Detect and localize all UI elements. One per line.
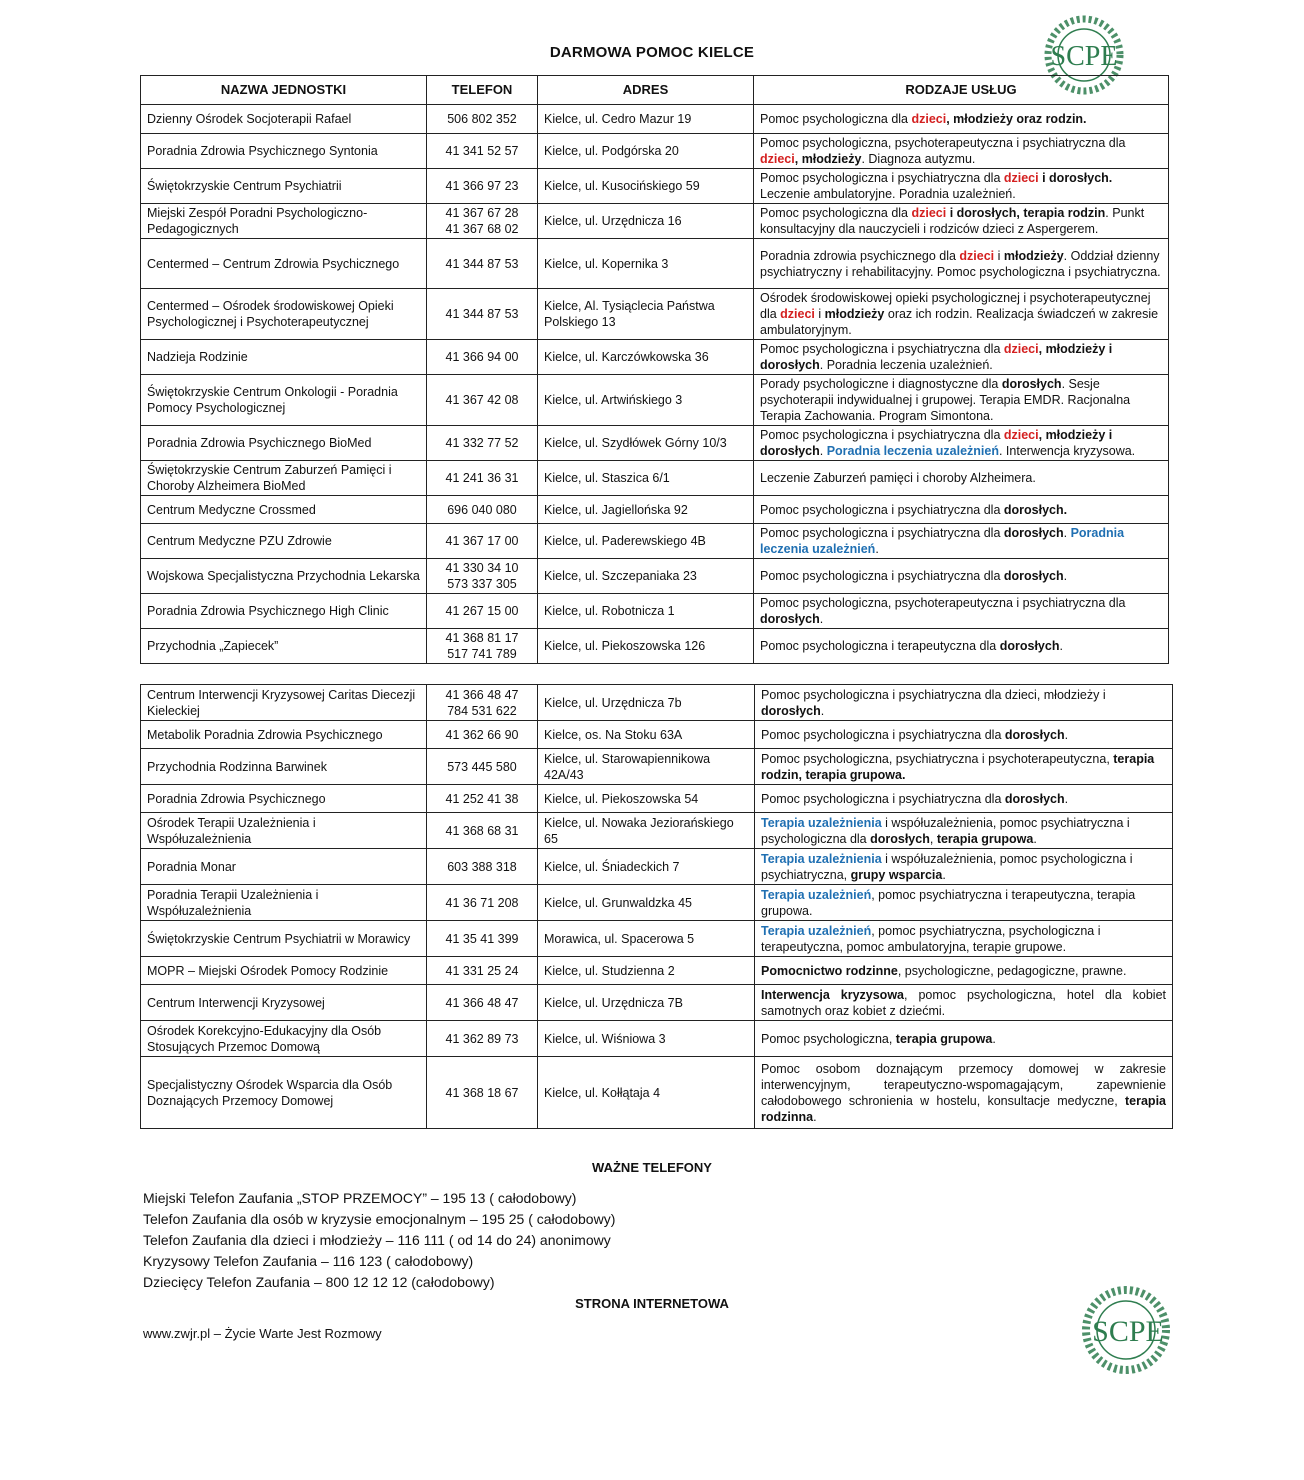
phone-cell <box>427 559 538 594</box>
services-text: Pomoc psychologiczna i psychiatryczna dla <box>760 171 1004 185</box>
services-text: Ośrodek środowiskowej opieki psychologicznej i psychoterapeutycznej dla <box>760 291 1151 321</box>
services-text: . Diagnoza autyzmu. <box>861 152 976 166</box>
unit-name: Nadzieja Rodzinie <box>141 340 427 375</box>
services-text: Pomoc psychologiczna i psychiatryczna dla <box>761 791 1005 806</box>
unit-name: Centermed – Ośrodek środowiskowej Opieki Psychologicznej i Psychoterapeutycznej <box>141 289 427 340</box>
phone-cell <box>427 496 538 524</box>
unit-name: Centrum Interwencji Kryzysowej Caritas Diecezji Kieleckiej <box>141 685 427 721</box>
phone-cell <box>427 169 538 204</box>
address-cell: Kielce, ul. Grunwaldzka 45 <box>538 885 755 921</box>
phone-number[interactable]: 41 36 71 208 <box>445 895 519 910</box>
address-cell: Kielce, ul. Kusocińskiego 59 <box>538 169 754 204</box>
address-cell: Kielce, ul. Nowaka Jeziorańskiego 65 <box>538 813 755 849</box>
phone-number[interactable]: 41 267 15 00 <box>445 604 519 618</box>
table-row <box>141 340 1169 375</box>
services-text: Poradnia leczenia uzależnień <box>760 526 1125 556</box>
phone-line: Kryzysowy Telefon Zaufania – 116 123 ( całodobowy) <box>143 1253 474 1269</box>
services-cell <box>755 1057 1173 1129</box>
phone-cell <box>427 921 538 957</box>
services-text: Pomoc psychologiczna dla <box>760 206 912 220</box>
services-text: , pomoc psychiatryczna, psychologiczna i terapeutyczna, pomoc ambulatoryjna, terapie grupowe. <box>761 923 1101 954</box>
services-text: Pomoc osobom doznającym przemocy domowej w zakresie interwencyjnym, terapeutyczno-wspomagającym, zapewnienie całodobowego schronienia w hostelu, konsultacje medyczne, <box>761 1061 1166 1108</box>
phone-cell <box>427 594 538 629</box>
table-row <box>141 169 1169 204</box>
phone-cell <box>427 629 538 664</box>
table-row <box>141 524 1169 559</box>
header-phone: TELEFON <box>427 76 538 105</box>
services-text: i współuzależnienia, pomoc psychiatryczna i psychologiczna dla <box>761 815 1130 846</box>
unit-name: Świętokrzyskie Centrum Zaburzeń Pamięci i Choroby Alzheimera BioMed <box>141 461 427 496</box>
services-text: Pomoc psychologiczna, <box>761 1031 896 1046</box>
logo-text: SCPE <box>1050 41 1118 72</box>
table-row <box>141 594 1169 629</box>
services-cell <box>754 375 1169 426</box>
services-cell <box>754 239 1169 289</box>
services-text: dzieci <box>911 112 947 126</box>
scpe-logo-bottom <box>1068 1280 1190 1380</box>
phone-cell <box>427 849 538 885</box>
unit-name: Przychodnia Rodzinna Barwinek <box>141 749 427 785</box>
services-text: . <box>1064 791 1069 806</box>
unit-name: Centrum Interwencji Kryzysowej <box>141 985 427 1021</box>
table-row <box>141 785 1173 813</box>
phone-cell <box>427 749 538 785</box>
phone-number[interactable]: 784 531 622 <box>447 703 517 718</box>
services-text: dorosłych <box>870 831 930 846</box>
services-text: dzieci <box>1003 171 1039 185</box>
phone-cell <box>427 105 538 134</box>
address-cell: Kielce, ul. Jagiellońska 92 <box>538 496 754 524</box>
table-row <box>141 134 1169 169</box>
table-row <box>141 426 1169 461</box>
services-text: . <box>875 542 879 556</box>
unit-name: Przychodnia „Zapiecek” <box>141 629 427 664</box>
services-text: . <box>1033 831 1037 846</box>
services-text: Pomocnictwo rodzinne <box>761 963 898 978</box>
services-text: dorosłych <box>1004 727 1065 742</box>
address-cell: Kielce, ul. Staszica 6/1 <box>538 461 754 496</box>
phone-number[interactable]: 41 368 68 31 <box>445 823 519 838</box>
phone-line: Telefon Zaufania dla dzieci i młodzieży – 116 111 ( od 14 do 24) anonimowy <box>143 1232 611 1248</box>
table-row <box>141 1057 1173 1129</box>
services-text: Terapia uzależnień <box>761 923 872 938</box>
phone-number[interactable]: 696 040 080 <box>447 502 517 517</box>
phone-cell <box>427 721 538 749</box>
phone-cell <box>427 239 538 289</box>
address-cell: Kielce, ul. Starowapiennikowa 42A/43 <box>538 749 755 785</box>
address-cell: Kielce, ul. Śniadeckich 7 <box>538 849 755 885</box>
services-text: Pomoc psychologiczna i psychiatryczna dla <box>761 727 1005 742</box>
phone-number[interactable]: 41 367 68 02 <box>445 222 519 236</box>
phone-number[interactable]: 506 802 352 <box>447 112 517 126</box>
table-row <box>141 849 1173 885</box>
services-cell <box>754 340 1169 375</box>
services-cell <box>754 169 1169 204</box>
services-text: Porady psychologiczne i diagnostyczne dla <box>760 377 1002 391</box>
services-text: i współuzależnienia, pomoc psychologiczna i psychiatryczna, <box>761 851 1133 882</box>
header-address: ADRES <box>538 76 754 105</box>
table-row <box>141 921 1173 957</box>
unit-name: Świętokrzyskie Centrum Onkologii - Poradnia Pomocy Psychologicznej <box>141 375 427 426</box>
address-cell: Kielce, ul. Urzędnicza 7B <box>538 985 755 1021</box>
services-text: i <box>814 307 825 321</box>
services-text: dzieci <box>1003 342 1039 356</box>
services-text: Leczenie ambulatoryjne. Poradnia uzależnień. <box>760 187 1016 201</box>
table-row <box>141 1021 1173 1057</box>
services-cell <box>755 921 1173 957</box>
address-cell: Kielce, ul. Karczówkowska 36 <box>538 340 754 375</box>
unit-name: Centermed – Centrum Zdrowia Psychicznego <box>141 239 427 289</box>
phone-number[interactable]: 41 367 67 28 <box>445 206 519 220</box>
phone-cell <box>427 375 538 426</box>
important-phones-heading: WAŻNE TELEFONY <box>592 1160 712 1175</box>
phone-cell <box>427 461 538 496</box>
phone-number[interactable]: 41 366 97 23 <box>445 179 519 193</box>
services-text: Pomoc psychologiczna i psychiatryczna dla <box>760 342 1004 356</box>
table-row <box>141 105 1169 134</box>
phone-cell <box>427 957 538 985</box>
table-row <box>141 749 1173 785</box>
address-cell: Kielce, ul. Piekoszowska 126 <box>538 629 754 664</box>
phone-line: Miejski Telefon Zaufania „STOP PRZEMOCY” – 195 13 ( całodobowy) <box>143 1190 577 1206</box>
services-text: dorosłych <box>1003 526 1064 540</box>
phone-cell <box>427 340 538 375</box>
unit-name: MOPR – Miejski Ośrodek Pomocy Rodzinie <box>141 957 427 985</box>
services-text: terapia grupowa <box>895 1031 993 1046</box>
logo-text: SCPE <box>1092 1315 1164 1348</box>
table-row <box>141 559 1169 594</box>
phone-number[interactable]: 41 367 42 08 <box>445 393 519 407</box>
services-text: . Interwencja kryzysowa. <box>998 444 1136 458</box>
services-text: Pomoc psychologiczna i psychiatryczna dla <box>760 569 1004 583</box>
unit-name: Świętokrzyskie Centrum Psychiatrii w Morawicy <box>141 921 427 957</box>
services-cell <box>754 289 1169 340</box>
address-cell: Kielce, ul. Kopernika 3 <box>538 239 754 289</box>
table-row <box>141 204 1169 239</box>
table-row <box>141 685 1173 721</box>
address-cell: Kielce, ul. Wiśniowa 3 <box>538 1021 755 1057</box>
services-text: Pomoc psychologiczna i terapeutyczna dla <box>760 639 1000 653</box>
services-cell <box>754 629 1169 664</box>
unit-name: Specjalistyczny Ośrodek Wsparcia dla Osób Doznających Przemocy Domowej <box>141 1057 427 1129</box>
address-cell: Kielce, ul. Urzędnicza 7b <box>538 685 755 721</box>
services-text: dorosłych <box>1004 791 1065 806</box>
services-cell <box>755 813 1173 849</box>
unit-name: Poradnia Zdrowia Psychicznego High Clinic <box>141 594 427 629</box>
unit-name: Poradnia Zdrowia Psychicznego BioMed <box>141 426 427 461</box>
services-text: Interwencja kryzysowa <box>761 987 904 1002</box>
phone-number[interactable]: 41 331 25 24 <box>445 963 519 978</box>
unit-name: Poradnia Zdrowia Psychicznego <box>141 785 427 813</box>
services-text: dorosłych <box>1003 569 1064 583</box>
services-cell <box>754 105 1169 134</box>
address-cell: Kielce, ul. Cedro Mazur 19 <box>538 105 754 134</box>
services-cell <box>754 134 1169 169</box>
table-row <box>141 813 1173 849</box>
services-cell <box>754 461 1169 496</box>
table-row <box>141 289 1169 340</box>
unit-name: Centrum Medyczne PZU Zdrowie <box>141 524 427 559</box>
phone-number[interactable]: 41 330 34 10 <box>445 561 519 575</box>
address-cell: Kielce, os. Na Stoku 63A <box>538 721 755 749</box>
services-text: Terapia uzależnienia <box>761 815 882 830</box>
services-cell <box>754 426 1169 461</box>
phone-number[interactable]: 573 445 580 <box>447 759 517 774</box>
phone-number[interactable]: 41 35 41 399 <box>445 931 519 946</box>
unit-name: Świętokrzyskie Centrum Psychiatrii <box>141 169 427 204</box>
phone-cell <box>427 524 538 559</box>
services-text: . <box>1063 526 1071 540</box>
table-row <box>141 885 1173 921</box>
services-text: Pomoc psychologiczna i psychiatryczna dla <box>760 526 1004 540</box>
services-text: i dorosłych. <box>1038 171 1113 185</box>
phone-cell <box>427 985 538 1021</box>
phone-cell <box>427 1021 538 1057</box>
table-row <box>141 375 1169 426</box>
unit-name: Poradnia Zdrowia Psychicznego Syntonia <box>141 134 427 169</box>
services-text: Pomoc psychologiczna, psychoterapeutyczna i psychiatryczna dla <box>760 596 1126 610</box>
services-text: . <box>1063 569 1068 583</box>
services-text: dzieci <box>959 248 995 263</box>
table-row <box>141 239 1169 289</box>
phone-cell <box>427 1057 538 1129</box>
services-cell <box>755 749 1173 785</box>
services-text: . <box>1059 639 1063 653</box>
services-cell <box>755 785 1173 813</box>
services-cell <box>754 559 1169 594</box>
services-text: , pomoc psychologiczna, hotel dla kobiet samotnych oraz kobiet z dziećmi. <box>761 987 1166 1018</box>
services-cell <box>754 496 1169 524</box>
services-text: oraz ich rodzin. Realizacja świadczeń w zakresie ambulatoryjnym. <box>760 307 1159 337</box>
address-cell: Kielce, ul. Urzędnicza 16 <box>538 204 754 239</box>
table-row <box>141 957 1173 985</box>
help-table-2 <box>140 684 1173 1129</box>
services-text: . <box>813 1109 817 1124</box>
phone-cell <box>427 685 538 721</box>
services-text: Terapia uzależnienia <box>761 851 882 866</box>
address-cell: Kielce, ul. Podgórska 20 <box>538 134 754 169</box>
services-text: dorosłych. <box>1003 502 1068 517</box>
help-table-1 <box>140 75 1169 664</box>
address-cell: Kielce, ul. Studzienna 2 <box>538 957 755 985</box>
services-text: dzieci <box>1003 428 1039 442</box>
services-text: dorosłych <box>1001 377 1062 391</box>
services-cell <box>755 1021 1173 1057</box>
phone-number[interactable]: 41 366 48 47 <box>445 995 519 1010</box>
phone-number[interactable]: 573 337 305 <box>447 577 517 591</box>
services-cell <box>754 204 1169 239</box>
phone-number[interactable]: 41 252 41 38 <box>445 791 519 806</box>
services-text: . Poradnia leczenia uzależnień. <box>819 358 993 372</box>
services-text: dzieci <box>911 206 947 220</box>
address-cell: Morawica, ul. Spacerowa 5 <box>538 921 755 957</box>
address-cell: Kielce, ul. Artwińskiego 3 <box>538 375 754 426</box>
services-text: . Punkt konsultacyjny dla nauczycieli i rodziców dzieci z Aspergerem. <box>760 206 1145 236</box>
header-name: NAZWA JEDNOSTKI <box>141 76 427 105</box>
services-text: młodzieży <box>824 307 885 321</box>
services-text: . <box>819 612 824 626</box>
table-row <box>141 496 1169 524</box>
services-text: . Sesje psychoterapii indywidualnej i grupowej. Terapia EMDR. Racjonalna Terapia Zachowania. Program Simontona. <box>760 377 1131 423</box>
phone-number[interactable]: 41 341 52 57 <box>445 144 519 158</box>
services-cell <box>754 524 1169 559</box>
services-cell <box>755 849 1173 885</box>
unit-name: Poradnia Terapii Uzależnienia i Współuzależnienia <box>141 885 427 921</box>
phone-number[interactable]: 41 366 94 00 <box>445 350 519 364</box>
services-text: Pomoc psychologiczna, psychoterapeutyczna i psychiatryczna dla <box>760 136 1126 150</box>
phone-number[interactable]: 41 368 18 67 <box>445 1085 519 1100</box>
services-text: Terapia uzależnień <box>761 887 872 902</box>
phone-cell <box>427 885 538 921</box>
address-cell: Kielce, ul. Paderewskiego 4B <box>538 524 754 559</box>
website-link[interactable]: www.zwjr.pl – Życie Warte Jest Rozmowy <box>143 1326 382 1341</box>
phone-line: Telefon Zaufania dla osób w kryzysie emocjonalnym – 195 25 ( całodobowy) <box>143 1211 616 1227</box>
address-cell: Kielce, Al. Tysiąclecia Państwa Polskiego 13 <box>538 289 754 340</box>
services-text: Pomoc psychologiczna dla <box>760 112 912 126</box>
phone-number[interactable]: 41 362 66 90 <box>445 727 519 742</box>
header-services: RODZAJE USŁUG <box>754 76 1169 105</box>
phone-number[interactable]: 41 368 81 17 <box>445 631 519 645</box>
page-title: DARMOWA POMOC KIELCE <box>549 44 755 61</box>
services-cell <box>755 885 1173 921</box>
phone-cell <box>427 204 538 239</box>
phone-number[interactable]: 41 344 87 53 <box>445 256 519 271</box>
services-text: , psychologiczne, pedagogiczne, prawne. <box>897 963 1127 978</box>
phone-cell <box>427 785 538 813</box>
services-text: dorosłych <box>760 612 820 626</box>
services-cell <box>755 685 1173 721</box>
services-text: i dorosłych, terapia rodzin <box>946 206 1106 220</box>
services-text: , młodzieży <box>794 152 862 166</box>
address-cell: Kielce, ul. Kołłątaja 4 <box>538 1057 755 1129</box>
phone-number[interactable]: 41 332 77 52 <box>445 436 519 450</box>
services-text: . <box>819 444 827 458</box>
services-text: . <box>992 1031 996 1046</box>
services-text: terapia grupowa <box>936 831 1034 846</box>
services-text: i <box>994 248 1004 263</box>
services-text: grupy wsparcia <box>850 867 943 882</box>
services-text: dzieci <box>780 307 815 321</box>
services-text: terapia rodzinna <box>761 1093 1166 1124</box>
phone-number[interactable]: 603 388 318 <box>447 859 517 874</box>
phone-number[interactable]: 517 741 789 <box>447 647 517 661</box>
services-text: , <box>929 831 937 846</box>
unit-name: Poradnia Monar <box>141 849 427 885</box>
address-cell: Kielce, ul. Szczepaniaka 23 <box>538 559 754 594</box>
table-row <box>141 629 1169 664</box>
phone-number[interactable]: 41 367 17 00 <box>445 534 519 548</box>
table-row <box>141 985 1173 1021</box>
phone-number[interactable]: 41 366 48 47 <box>445 687 519 702</box>
services-text: , młodzieży oraz rodzin. <box>946 112 1087 126</box>
phone-line: Dziecięcy Telefon Zaufania – 800 12 12 12 (całodobowy) <box>143 1274 495 1290</box>
services-text: . <box>820 703 825 718</box>
services-text: . Oddział dzienny psychiatryczny i rehabilitacyjny. Pomoc psychologiczna i psychiatryczna. <box>760 248 1161 279</box>
unit-name: Ośrodek Korekcyjno-Edukacyjny dla Osób Stosujących Przemoc Domową <box>141 1021 427 1057</box>
services-text: młodzieży <box>1003 248 1064 263</box>
services-text: , pomoc psychiatryczna i terapeutyczna, terapia grupowa. <box>761 887 1136 918</box>
services-cell <box>754 594 1169 629</box>
unit-name: Miejski Zespół Poradni Psychologiczno-Pedagogicznych <box>141 204 427 239</box>
services-text: . <box>942 867 946 882</box>
services-text: dorosłych <box>761 703 821 718</box>
services-text: dzieci <box>760 152 795 166</box>
table-header-row <box>141 76 1169 105</box>
services-text: Pomoc psychologiczna i psychiatryczna dla <box>760 428 1004 442</box>
phone-cell <box>427 134 538 169</box>
services-cell <box>755 985 1173 1021</box>
unit-name: Dzienny Ośrodek Socjoterapii Rafael <box>141 105 427 134</box>
phone-cell <box>427 289 538 340</box>
services-text: Pomoc psychologiczna, psychiatryczna i psychoterapeutyczna, <box>761 751 1114 766</box>
phone-number[interactable]: 41 362 89 73 <box>445 1031 519 1046</box>
address-cell: Kielce, ul. Szydłówek Górny 10/3 <box>538 426 754 461</box>
address-cell: Kielce, ul. Piekoszowska 54 <box>538 785 755 813</box>
phone-number[interactable]: 41 241 36 31 <box>445 471 519 485</box>
services-cell <box>755 957 1173 985</box>
services-text: Pomoc psychologiczna i psychiatryczna dla <box>760 502 1004 517</box>
services-text: Poradnia zdrowia psychicznego dla <box>760 248 960 263</box>
unit-name: Centrum Medyczne Crossmed <box>141 496 427 524</box>
important-phones-list <box>143 1188 615 1293</box>
services-text: Leczenie Zaburzeń pamięci i choroby Alzheimera. <box>760 471 1036 485</box>
services-text: . <box>1064 727 1069 742</box>
phone-cell <box>427 426 538 461</box>
unit-name: Metabolik Poradnia Zdrowia Psychicznego <box>141 721 427 749</box>
table-row <box>141 721 1173 749</box>
website-heading: STRONA INTERNETOWA <box>575 1296 729 1311</box>
address-cell: Kielce, ul. Robotnicza 1 <box>538 594 754 629</box>
unit-name: Ośrodek Terapii Uzależnienia i Współuzależnienia <box>141 813 427 849</box>
phone-cell <box>427 813 538 849</box>
services-text: terapia rodzin, terapia grupowa. <box>761 751 1155 782</box>
table-row <box>141 461 1169 496</box>
services-text: , młodzieży i dorosłych <box>760 342 1113 372</box>
services-text: dorosłych <box>999 639 1060 653</box>
services-text: Pomoc psychologiczna i psychiatryczna dla dzieci, młodzieży i <box>761 687 1106 702</box>
phone-number[interactable]: 41 344 87 53 <box>445 307 519 321</box>
services-text: Poradnia leczenia uzależnień <box>826 444 999 458</box>
services-cell <box>755 721 1173 749</box>
unit-name: Wojskowa Specjalistyczna Przychodnia Lekarska <box>141 559 427 594</box>
services-text: , młodzieży i dorosłych <box>760 428 1113 458</box>
